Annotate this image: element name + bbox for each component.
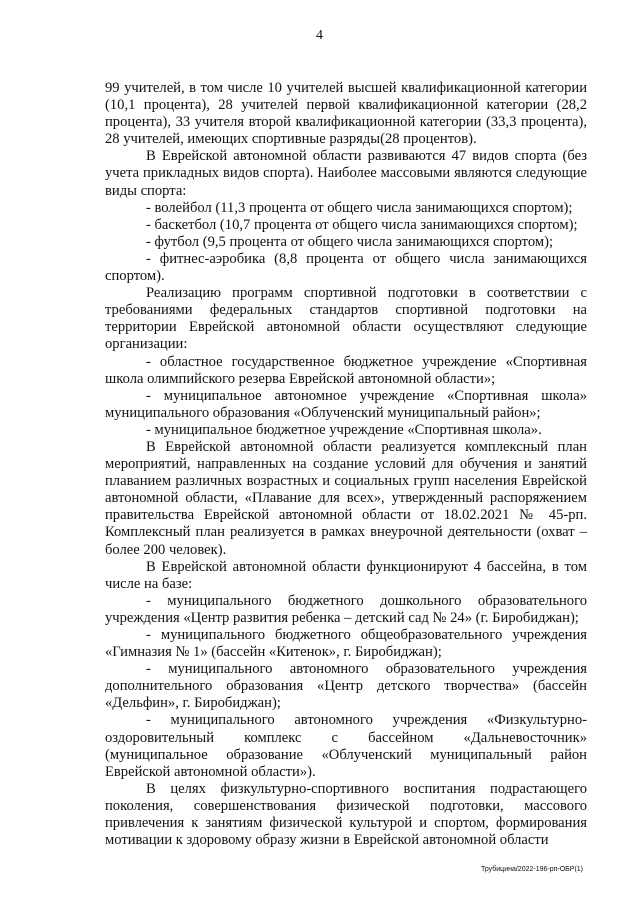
list-item-kindergarten-24: - муниципального бюджетного дошкольного образовательного учреждения «Центр развития ребенка – детский сад № 24» (г. Биробиджан);: [105, 592, 587, 626]
paragraph-pools: В Еврейской автономной области функционируют 4 бассейна, в том числе на базе:: [105, 558, 587, 592]
list-item-gymnasium-1: - муниципального бюджетного общеобразовательного учреждения «Гимназия № 1» (бассейн «Китенок», г. Биробиджан);: [105, 627, 587, 661]
list-item-obluchensky-school: - муниципальное автономное учреждение «Спортивная школа» муниципального образования «Облученский муниципальный район»;: [105, 387, 587, 421]
paragraph-teachers: 99 учителей, в том числе 10 учителей высшей квалификационной категории (10,1 процента), 28 учителей первой квалификационной категории (28,2 процента), 33 учителя второй квалификационной категории (33,3 процента), 28 учителей, имеющих спортивные разряды(28 процентов).: [105, 80, 587, 148]
list-item-childrens-center: - муниципального автономного образовательного учреждения дополнительного образования «Центр детского творчества» (бассейн «Дельфин», г. Биробиджан);: [105, 661, 587, 712]
list-item-volleyball: - волейбол (11,3 процента от общего числа занимающихся спортом);: [146, 199, 573, 216]
document-body: [105, 80, 587, 849]
list-item-fitness: - фитнес-аэробика (8,8 процента от общего числа занимающихся спортом).: [105, 250, 587, 285]
paragraph-sport-training: Реализацию программ спортивной подготовки в соответствии с требованиями федеральных стандартов спортивной подготовки на территории Еврейской автономной области осуществляют следующие организации:: [105, 285, 587, 353]
list-item-basketball: - баскетбол (10,7 процента от общего числа занимающихся спортом);: [146, 216, 578, 233]
page-number: 4: [316, 28, 323, 43]
paragraph-swimming-plan: В Еврейской автономной области реализуется комплексный план мероприятий, направленных на создание условий для обучения и занятий плаванием различных возрастных и социальных групп населения Еврейской автономной области, «Плавание для всех», утвержденный распоряжением правительства Еврейской автономной области от 18.02.2021 № 45-рп. Комплексный план реализуется в рамках внеурочной деятельности (охват – более 200 человек).: [105, 438, 587, 558]
list-item-dalnevostochnik: - муниципального автономного учреждения «Физкультурно-оздоровительный комплекс с бассейном «Дальневосточник» (муниципальное образование «Облученский муниципальный район Еврейской автономной области»).: [105, 712, 587, 780]
list-item-olympic-school: - областное государственное бюджетное учреждение «Спортивная школа олимпийского резерва Еврейской автономной области»;: [105, 353, 587, 387]
paragraph-sports-count: В Еврейской автономной области развиваются 47 видов спорта (без учета прикладных видов спорта). Наиболее массовыми являются следующие виды спорта:: [105, 148, 587, 199]
document-footer-reference: Трубицина/2022-196-рп-ОБР(1): [480, 866, 583, 873]
list-item-football: - футбол (9,5 процента от общего числа занимающихся спортом);: [146, 233, 554, 250]
paragraph-physical-education: В целях физкультурно-спортивного воспитания подрастающего поколения, совершенствования физической подготовки, массового привлечения к занятиям физической культурой и спортом, формирования мотивации к здоровому образу жизни в Еврейской автономной области: [105, 780, 587, 849]
list-item-municipal-school: - муниципальное бюджетное учреждение «Спортивная школа».: [146, 421, 542, 438]
